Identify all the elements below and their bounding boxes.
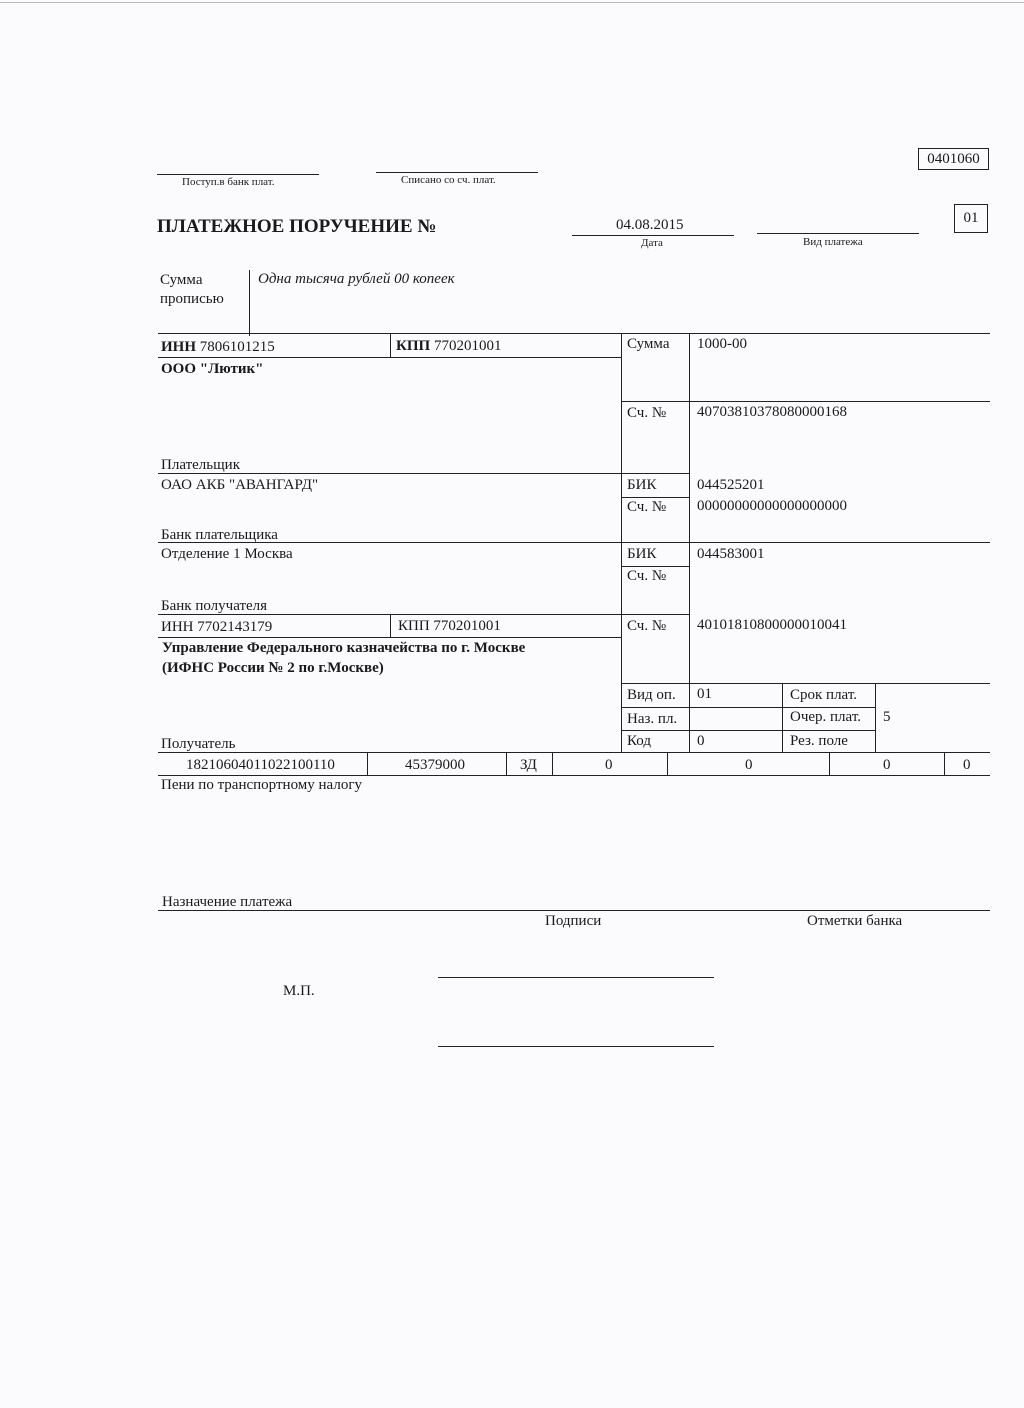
debited-from-account-label: Списано со сч. плат. [401, 174, 496, 186]
amount-words-label-1: Сумма [160, 272, 203, 288]
payer-kpp [396, 338, 501, 355]
payee-kpp [398, 618, 501, 635]
code-value: 0 [697, 733, 705, 749]
payee-kpp-label: КПП [398, 618, 430, 634]
payee-inn-value: 7702143179 [197, 619, 273, 635]
payment-purpose-text: Пени по транспортному налогу [161, 777, 362, 793]
amount-in-words: Одна тысяча рублей 00 копеек [258, 271, 455, 287]
oktmo-value: 45379000 [405, 757, 465, 773]
payee-name-line-2: (ИФНС России № 2 по г.Москве) [162, 660, 384, 676]
code-label: Код [627, 733, 651, 749]
operation-type-value: 01 [697, 686, 712, 702]
payee-bank-account-label: Сч. № [627, 568, 667, 584]
reserve-field-label: Рез. поле [790, 733, 848, 749]
payer-inn [161, 339, 275, 356]
payee-account-label: Сч. № [627, 618, 667, 634]
signature-line-1 [438, 977, 714, 978]
payee-bank-bik-label: БИК [627, 546, 657, 562]
received-in-bank-label: Поступ.в банк плат. [182, 176, 275, 188]
payer-inn-label: ИНН [161, 339, 197, 355]
tax-doc-date-value: 0 [883, 757, 891, 773]
kbk-value: 18210604011022100110 [186, 757, 335, 773]
payee-inn [161, 619, 272, 636]
payer-name: ООО "Лютик" [161, 361, 264, 377]
payment-purpose-label: Назначение платежа [162, 894, 293, 910]
payee-bank-name: Отделение 1 Москва [161, 546, 293, 562]
amount-words-label-2: прописью [160, 291, 224, 307]
payer-account-label: Сч. № [627, 405, 667, 421]
payer-bank-label: Банк плательщика [161, 527, 278, 543]
payer-kpp-label: КПП [396, 338, 431, 354]
payee-name-line-1: Управление Федерального казначейства по г. Москве [162, 640, 526, 656]
bank-marks-label: Отметки банка [807, 913, 903, 929]
date-label: Дата [641, 237, 663, 249]
payer-account-value: 40703810378080000168 [697, 404, 847, 420]
payment-deadline-label: Срок плат. [790, 687, 858, 703]
payer-bank-account-label: Сч. № [627, 499, 667, 515]
payer-bank-bik-label: БИК [627, 477, 657, 493]
amount-label: Сумма [627, 336, 670, 352]
payee-kpp-value: 770201001 [433, 618, 501, 634]
payee-bank-label: Банк получателя [161, 598, 268, 614]
payee-inn-label: ИНН [161, 619, 194, 635]
signature-line-2 [438, 1046, 714, 1047]
payer-bank-bik-value: 044525201 [697, 477, 765, 493]
document-title: ПЛАТЕЖНОЕ ПОРУЧЕНИЕ № [157, 216, 437, 237]
payment-type-label: Вид платежа [803, 236, 863, 248]
tax-period-value: 0 [605, 757, 613, 773]
payee-account-value: 40101810800000010041 [697, 617, 847, 633]
signatures-label: Подписи [545, 913, 602, 929]
payer-status-box: 01 [954, 204, 988, 233]
document-date: 04.08.2015 [616, 217, 684, 233]
payer-bank-name: ОАО АКБ "АВАНГАРД" [161, 477, 319, 493]
payment-purpose-code-label: Наз. пл. [627, 711, 678, 727]
payment-priority-value: 5 [883, 709, 891, 725]
payer-bank-account-value: 00000000000000000000 [697, 498, 847, 514]
form-code-box: 0401060 [918, 148, 989, 170]
stamp-label: М.П. [283, 983, 315, 999]
tax-basis-value: ЗД [520, 757, 537, 773]
tax-type-value: 0 [963, 757, 971, 773]
payment-priority-label: Очер. плат. [790, 709, 861, 725]
payee-bank-bik-value: 044583001 [697, 546, 765, 562]
payer-kpp-value: 770201001 [433, 338, 502, 354]
payee-label: Получатель [161, 736, 236, 752]
amount-value: 1000-00 [697, 336, 747, 352]
tax-doc-number-value: 0 [745, 757, 753, 773]
payer-label: Плательщик [161, 457, 240, 473]
payer-inn-value: 7806101215 [199, 339, 275, 355]
operation-type-label: Вид оп. [627, 687, 676, 703]
